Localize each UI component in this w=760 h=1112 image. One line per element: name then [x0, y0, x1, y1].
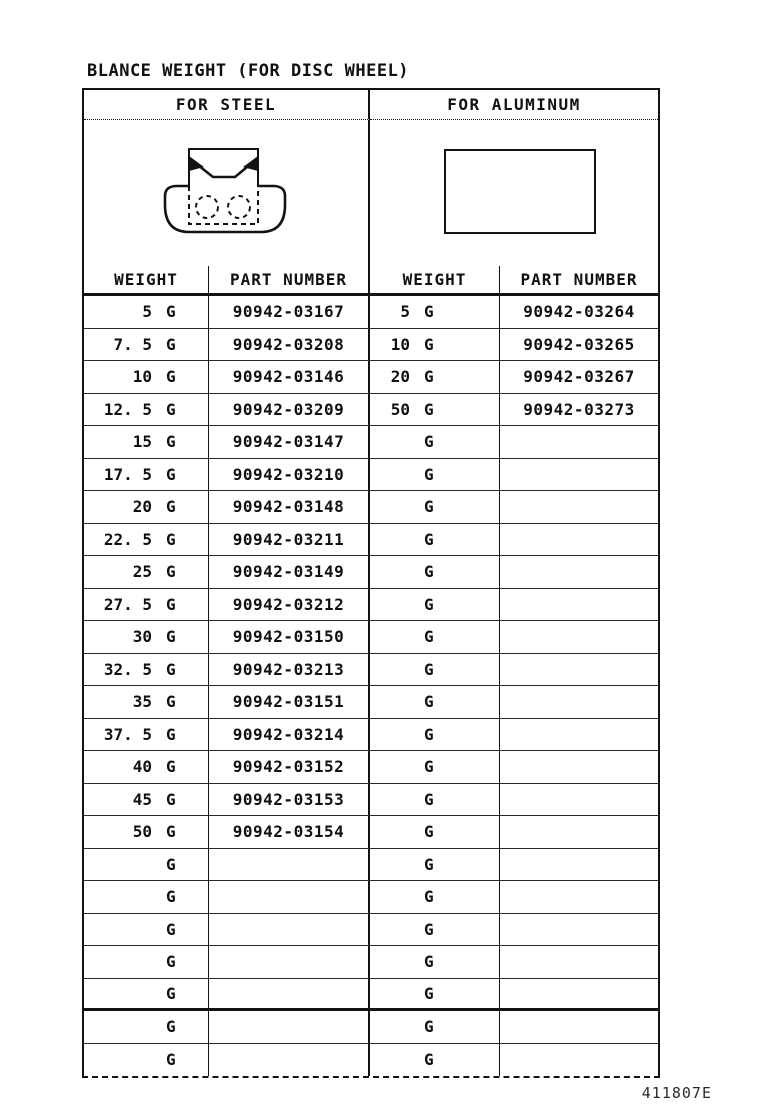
table-row	[84, 914, 658, 947]
table-row	[84, 751, 658, 784]
section-header-aluminum: FOR ALUMINUM	[370, 90, 658, 120]
aluminum-part-number-cell	[500, 459, 658, 492]
weight-unit: G	[424, 659, 434, 679]
steel-weight-diagram	[84, 120, 370, 266]
col-header-steel-part-number: PART NUMBER	[209, 266, 370, 296]
steel-part-number-cell: 90942-03211	[209, 524, 370, 557]
aluminum-weight-cell	[370, 849, 500, 882]
page-title: BLANCE WEIGHT (FOR DISC WHEEL)	[87, 61, 410, 81]
aluminum-part-number-cell	[500, 979, 658, 1012]
aluminum-part-number-cell	[500, 524, 658, 557]
weight-unit: G	[166, 464, 176, 484]
aluminum-weight-cell	[370, 361, 500, 394]
weight-unit: G	[424, 854, 434, 874]
section-header-row	[84, 90, 658, 120]
steel-part-number-cell: 90942-03150	[209, 621, 370, 654]
weight-unit: G	[166, 952, 176, 972]
table-row	[84, 784, 658, 817]
aluminum-part-number-cell	[500, 1011, 658, 1044]
aluminum-weight-cell	[370, 1044, 500, 1077]
weight-value: 5	[142, 302, 152, 322]
weight-unit: G	[424, 757, 434, 777]
aluminum-part-number-cell: 90942-03265	[500, 329, 658, 362]
weight-unit: G	[424, 692, 434, 712]
aluminum-part-number-cell	[500, 556, 658, 589]
steel-weight-cell	[84, 459, 209, 492]
weight-unit: G	[424, 334, 434, 354]
steel-weight-cell	[84, 979, 209, 1012]
weight-unit: G	[166, 594, 176, 614]
weight-value: 17. 5	[103, 464, 152, 484]
aluminum-weight-cell	[370, 719, 500, 752]
weight-unit: G	[424, 919, 434, 939]
table-row	[84, 296, 658, 329]
table-row	[84, 394, 658, 427]
weight-unit: G	[166, 627, 176, 647]
steel-part-number-cell	[209, 979, 370, 1012]
aluminum-part-number-cell	[500, 816, 658, 849]
weight-value: 5	[400, 302, 410, 322]
table-row	[84, 524, 658, 557]
weight-value: 15	[132, 432, 152, 452]
data-rows	[84, 296, 658, 1076]
weight-unit: G	[424, 724, 434, 744]
table-row	[84, 1044, 658, 1077]
weight-unit: G	[166, 822, 176, 842]
table-row	[84, 556, 658, 589]
steel-weight-cell	[84, 849, 209, 882]
steel-weight-cell	[84, 881, 209, 914]
weight-value: 32. 5	[103, 659, 152, 679]
table-row	[84, 719, 658, 752]
table-row	[84, 1011, 658, 1044]
weight-unit: G	[166, 367, 176, 387]
table-row	[84, 816, 658, 849]
table-row	[84, 329, 658, 362]
weight-unit: G	[166, 757, 176, 777]
steel-part-number-cell: 90942-03213	[209, 654, 370, 687]
steel-weight-cell	[84, 524, 209, 557]
column-header-row	[84, 266, 658, 296]
weight-value: 7. 5	[113, 334, 152, 354]
aluminum-weight-cell	[370, 751, 500, 784]
aluminum-part-number-cell	[500, 849, 658, 882]
weight-unit: G	[166, 399, 176, 419]
weight-unit: G	[166, 919, 176, 939]
weight-value: 22. 5	[103, 529, 152, 549]
aluminum-weight-cell	[370, 621, 500, 654]
aluminum-weight-cell	[370, 426, 500, 459]
aluminum-weight-diagram	[370, 120, 658, 266]
weight-unit: G	[166, 562, 176, 582]
steel-weight-cell	[84, 686, 209, 719]
aluminum-weight-cell	[370, 296, 500, 329]
weight-value: 27. 5	[103, 594, 152, 614]
weight-value: 45	[132, 789, 152, 809]
aluminum-part-number-cell	[500, 686, 658, 719]
steel-weight-cell	[84, 491, 209, 524]
weight-unit: G	[424, 822, 434, 842]
weight-unit: G	[424, 627, 434, 647]
table-row	[84, 849, 658, 882]
aluminum-part-number-cell	[500, 491, 658, 524]
table-row	[84, 881, 658, 914]
weight-value: 20	[132, 497, 152, 517]
steel-part-number-cell	[209, 849, 370, 882]
aluminum-part-number-cell	[500, 589, 658, 622]
table-row	[84, 426, 658, 459]
weight-unit: G	[424, 789, 434, 809]
aluminum-weight-cell	[370, 881, 500, 914]
weight-value: 40	[132, 757, 152, 777]
aluminum-weight-cell	[370, 491, 500, 524]
weight-unit: G	[166, 302, 176, 322]
steel-part-number-cell: 90942-03148	[209, 491, 370, 524]
section-header-steel: FOR STEEL	[84, 90, 370, 120]
aluminum-part-number-cell	[500, 914, 658, 947]
weight-unit: G	[424, 1017, 434, 1037]
adhesive-weight-drawing	[370, 120, 656, 266]
weight-unit: G	[424, 464, 434, 484]
weight-unit: G	[166, 724, 176, 744]
balance-weight-table	[82, 88, 660, 1078]
weight-value: 25	[132, 562, 152, 582]
aluminum-weight-cell	[370, 394, 500, 427]
aluminum-weight-cell	[370, 686, 500, 719]
weight-unit: G	[166, 1017, 176, 1037]
aluminum-weight-cell	[370, 914, 500, 947]
aluminum-weight-cell	[370, 556, 500, 589]
steel-part-number-cell: 90942-03210	[209, 459, 370, 492]
weight-unit: G	[166, 789, 176, 809]
steel-part-number-cell	[209, 1044, 370, 1077]
weight-unit: G	[166, 887, 176, 907]
aluminum-part-number-cell	[500, 654, 658, 687]
weight-unit: G	[166, 529, 176, 549]
weight-unit: G	[424, 497, 434, 517]
table-row	[84, 459, 658, 492]
aluminum-weight-cell	[370, 946, 500, 979]
table-row	[84, 589, 658, 622]
aluminum-part-number-cell	[500, 751, 658, 784]
aluminum-weight-cell	[370, 1011, 500, 1044]
aluminum-part-number-cell	[500, 881, 658, 914]
diagram-row	[84, 120, 658, 266]
steel-weight-cell	[84, 329, 209, 362]
aluminum-part-number-cell	[500, 719, 658, 752]
weight-unit: G	[424, 594, 434, 614]
weight-unit: G	[424, 952, 434, 972]
col-header-steel-weight: WEIGHT	[84, 266, 209, 296]
weight-value: 50	[390, 399, 410, 419]
table-row	[84, 686, 658, 719]
weight-unit: G	[424, 399, 434, 419]
weight-value: 50	[132, 822, 152, 842]
aluminum-weight-cell	[370, 524, 500, 557]
steel-weight-cell	[84, 621, 209, 654]
steel-part-number-cell: 90942-03209	[209, 394, 370, 427]
weight-value: 30	[132, 627, 152, 647]
steel-part-number-cell: 90942-03212	[209, 589, 370, 622]
weight-value: 37. 5	[103, 724, 152, 744]
weight-unit: G	[166, 432, 176, 452]
aluminum-part-number-cell: 90942-03273	[500, 394, 658, 427]
steel-part-number-cell	[209, 1011, 370, 1044]
weight-unit: G	[166, 1050, 176, 1070]
steel-part-number-cell	[209, 914, 370, 947]
weight-unit: G	[424, 367, 434, 387]
steel-part-number-cell	[209, 946, 370, 979]
aluminum-weight-cell	[370, 816, 500, 849]
weight-value: 35	[132, 692, 152, 712]
steel-weight-cell	[84, 394, 209, 427]
steel-part-number-cell: 90942-03149	[209, 556, 370, 589]
steel-part-number-cell: 90942-03167	[209, 296, 370, 329]
steel-weight-cell	[84, 296, 209, 329]
steel-part-number-cell: 90942-03153	[209, 784, 370, 817]
weight-unit: G	[424, 1050, 434, 1070]
weight-unit: G	[424, 887, 434, 907]
steel-part-number-cell: 90942-03214	[209, 719, 370, 752]
steel-weight-cell	[84, 751, 209, 784]
table-row	[84, 946, 658, 979]
steel-part-number-cell: 90942-03208	[209, 329, 370, 362]
aluminum-weight-cell	[370, 979, 500, 1012]
table-row	[84, 979, 658, 1012]
aluminum-part-number-cell	[500, 426, 658, 459]
aluminum-part-number-cell	[500, 784, 658, 817]
weight-value: 12. 5	[103, 399, 152, 419]
steel-weight-cell	[84, 1044, 209, 1077]
steel-part-number-cell	[209, 881, 370, 914]
weight-value: 20	[390, 367, 410, 387]
steel-weight-cell	[84, 556, 209, 589]
weight-value: 10	[132, 367, 152, 387]
weight-value: 10	[390, 334, 410, 354]
table-row	[84, 491, 658, 524]
weight-unit: G	[166, 334, 176, 354]
steel-weight-cell	[84, 946, 209, 979]
aluminum-weight-cell	[370, 459, 500, 492]
aluminum-part-number-cell: 90942-03264	[500, 296, 658, 329]
steel-weight-cell	[84, 1011, 209, 1044]
steel-weight-cell	[84, 719, 209, 752]
table-row	[84, 621, 658, 654]
col-header-aluminum-part-number: PART NUMBER	[500, 266, 658, 296]
aluminum-part-number-cell: 90942-03267	[500, 361, 658, 394]
weight-unit: G	[424, 432, 434, 452]
steel-weight-cell	[84, 361, 209, 394]
weight-unit: G	[166, 983, 176, 1003]
steel-weight-cell	[84, 816, 209, 849]
steel-part-number-cell: 90942-03151	[209, 686, 370, 719]
weight-unit: G	[424, 302, 434, 322]
weight-unit: G	[424, 983, 434, 1003]
aluminum-weight-cell	[370, 654, 500, 687]
steel-weight-cell	[84, 654, 209, 687]
aluminum-weight-cell	[370, 589, 500, 622]
aluminum-weight-cell	[370, 784, 500, 817]
clip-on-weight-drawing	[84, 120, 368, 266]
steel-part-number-cell: 90942-03152	[209, 751, 370, 784]
steel-part-number-cell: 90942-03146	[209, 361, 370, 394]
col-header-aluminum-weight: WEIGHT	[370, 266, 500, 296]
steel-weight-cell	[84, 784, 209, 817]
weight-unit: G	[424, 562, 434, 582]
aluminum-part-number-cell	[500, 946, 658, 979]
aluminum-weight-cell	[370, 329, 500, 362]
weight-unit: G	[424, 529, 434, 549]
weight-unit: G	[166, 692, 176, 712]
steel-part-number-cell: 90942-03147	[209, 426, 370, 459]
table-row	[84, 654, 658, 687]
steel-part-number-cell: 90942-03154	[209, 816, 370, 849]
weight-unit: G	[166, 854, 176, 874]
steel-weight-cell	[84, 426, 209, 459]
figure-code: 411807E	[641, 1084, 712, 1102]
steel-weight-cell	[84, 914, 209, 947]
aluminum-part-number-cell	[500, 621, 658, 654]
weight-unit: G	[166, 497, 176, 517]
aluminum-part-number-cell	[500, 1044, 658, 1077]
steel-weight-cell	[84, 589, 209, 622]
table-row	[84, 361, 658, 394]
weight-unit: G	[166, 659, 176, 679]
